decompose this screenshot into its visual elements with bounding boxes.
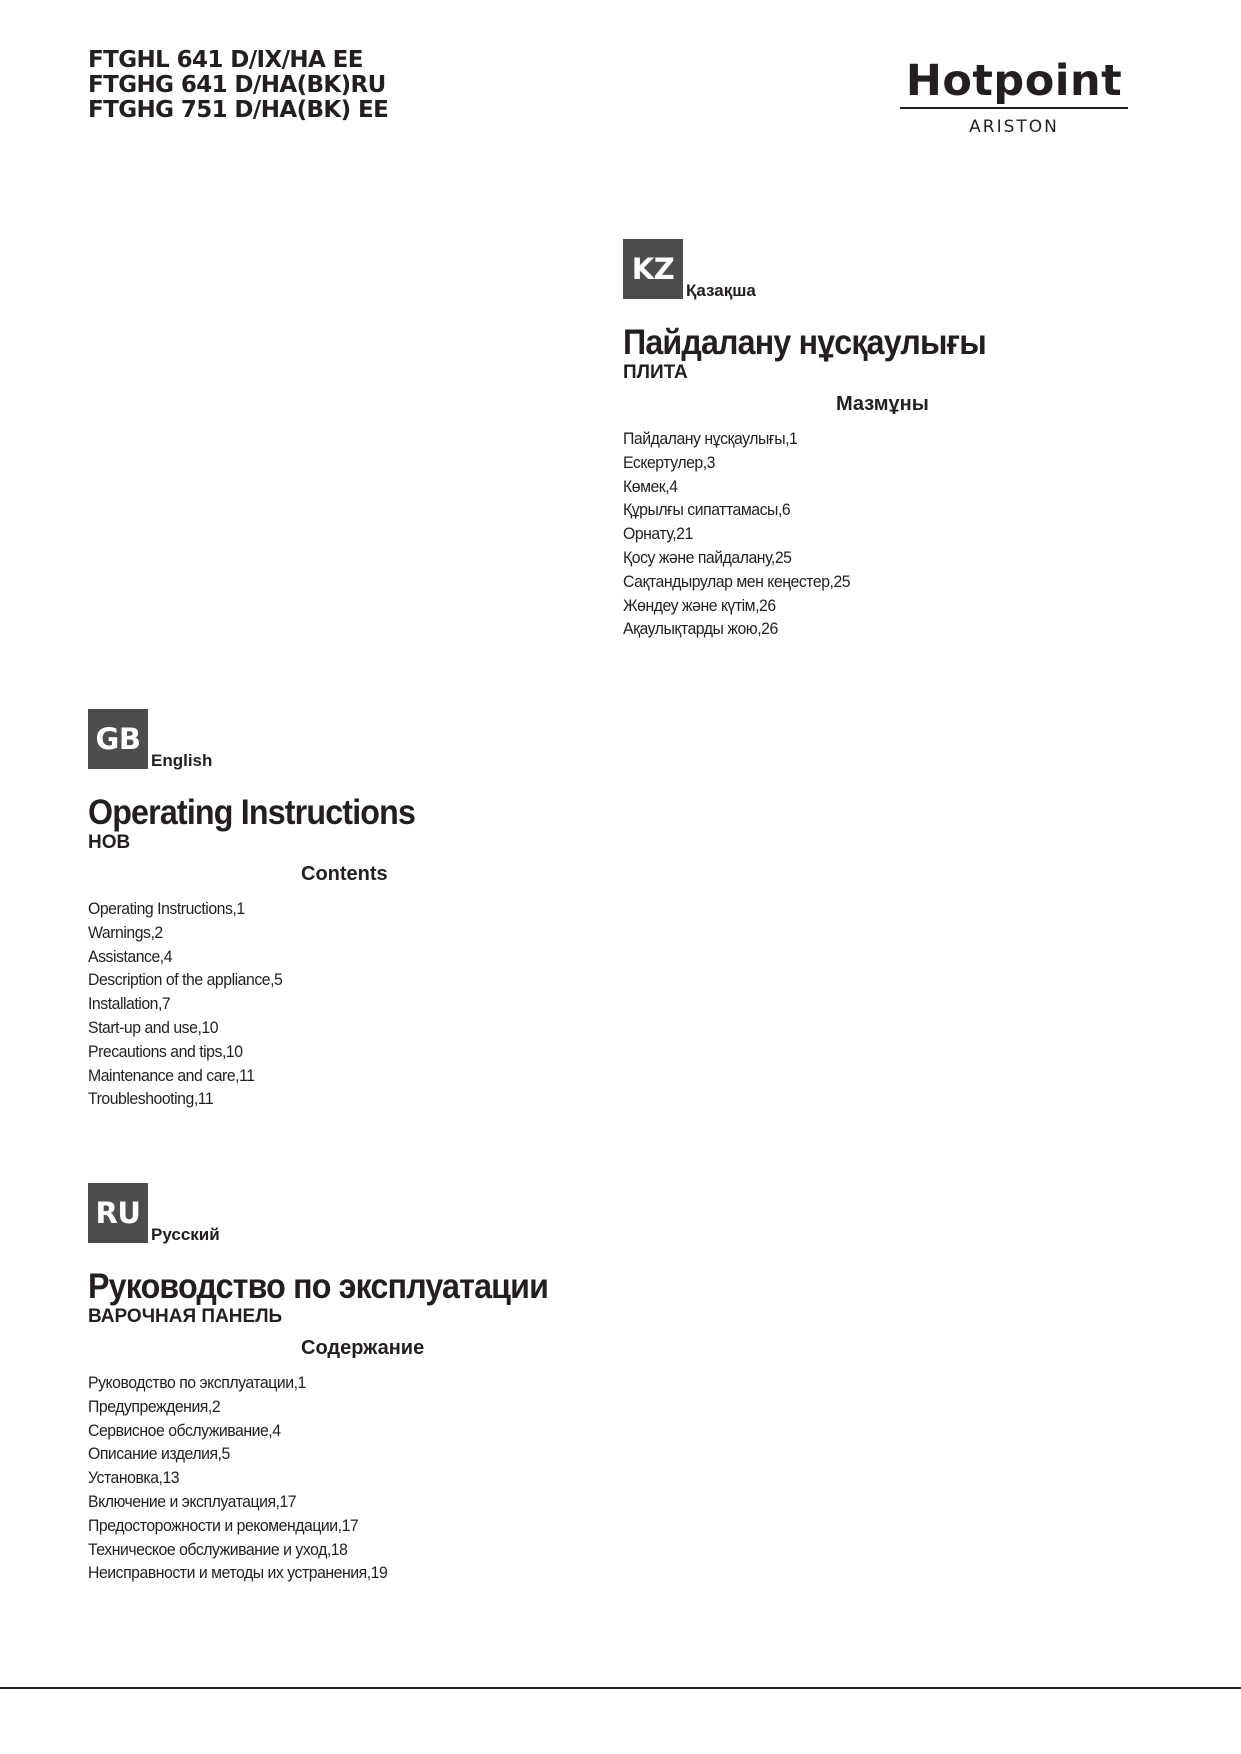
toc-item: Precautions and tips,10	[88, 1041, 243, 1061]
language-name: Қазақша	[686, 281, 756, 300]
toc-item: Орнату,21	[623, 524, 693, 544]
contents-heading: Мазмұны	[836, 393, 929, 415]
table-of-contents	[623, 427, 1103, 641]
logo-divider	[900, 107, 1128, 109]
language-header	[88, 709, 568, 769]
toc-item: Руководство по эксплуатации,1	[88, 1373, 306, 1392]
language-code-badge: GB	[88, 709, 148, 769]
language-code-badge: KZ	[623, 239, 683, 299]
toc-item: Техническое обслуживание и уход,18	[88, 1539, 348, 1559]
language-header	[88, 1183, 568, 1243]
toc-item: Сервисное обслуживание,4	[88, 1420, 281, 1440]
language-name: English	[151, 751, 213, 770]
document-subtitle: ВАРОЧНАЯ ПАНЕЛЬ	[88, 1306, 283, 1327]
section-russian	[88, 1183, 568, 1585]
model-number: FTGHG 751 D/HA(BK) EE	[88, 97, 389, 123]
document-subtitle: ПЛИТА	[623, 362, 688, 383]
toc-item: Troubleshooting,11	[88, 1089, 214, 1109]
model-list	[88, 48, 388, 123]
contents-heading: Contents	[301, 863, 388, 885]
toc-item: Құрылғы сипаттамасы,6	[623, 500, 791, 520]
model-number: FTGHL 641 D/IX/HA EE	[88, 47, 363, 73]
toc-item: Maintenance and care,11	[88, 1065, 255, 1085]
section-english	[88, 709, 568, 1111]
bottom-divider	[0, 1687, 1241, 1689]
language-name: Русский	[151, 1225, 220, 1244]
language-code-badge: RU	[88, 1183, 148, 1243]
toc-item: Assistance,4	[88, 946, 173, 966]
toc-item: Предупреждения,2	[88, 1396, 221, 1416]
toc-item: Көмек,4	[623, 476, 678, 496]
brand-logo	[898, 55, 1130, 137]
toc-item: Қосу және пайдалану,25	[623, 547, 792, 567]
section-kazakh	[623, 239, 1103, 641]
document-subtitle: HOB	[88, 832, 131, 853]
toc-item: Включение и эксплуатация,17	[88, 1491, 297, 1511]
toc-item: Установка,13	[88, 1468, 180, 1488]
toc-item: Ақаулықтарды жою,26	[623, 619, 778, 639]
language-header	[623, 239, 1103, 299]
toc-item: Installation,7	[88, 994, 171, 1014]
toc-item: Описание изделия,5	[88, 1444, 230, 1464]
document-title: Руководство по эксплуатации	[88, 1267, 549, 1306]
document-title: Пайдалану нұсқаулығы	[623, 323, 986, 362]
toc-item: Жөндеу және күтім,26	[623, 595, 776, 615]
table-of-contents	[88, 897, 568, 1111]
toc-item: Operating Instructions,1	[88, 899, 245, 918]
toc-item: Ескертулер,3	[623, 452, 715, 472]
toc-item: Description of the appliance,5	[88, 970, 283, 990]
table-of-contents	[88, 1371, 568, 1585]
toc-item: Предосторожности и рекомендации,17	[88, 1515, 359, 1535]
document-title: Operating Instructions	[88, 793, 416, 832]
contents-heading: Содержание	[301, 1337, 425, 1359]
toc-item: Пайдалану нұсқаулығы,1	[623, 429, 798, 448]
toc-item: Start-up and use,10	[88, 1017, 219, 1037]
toc-item: Сақтандырулар мен кеңестер,25	[623, 571, 851, 591]
brand-name: Hotpoint	[905, 56, 1123, 106]
toc-item: Неисправности и методы их устранения,19	[88, 1563, 388, 1583]
toc-item: Warnings,2	[88, 922, 163, 942]
model-number: FTGHG 641 D/HA(BK)RU	[88, 72, 386, 98]
brand-subname: ARISTON	[969, 117, 1059, 137]
